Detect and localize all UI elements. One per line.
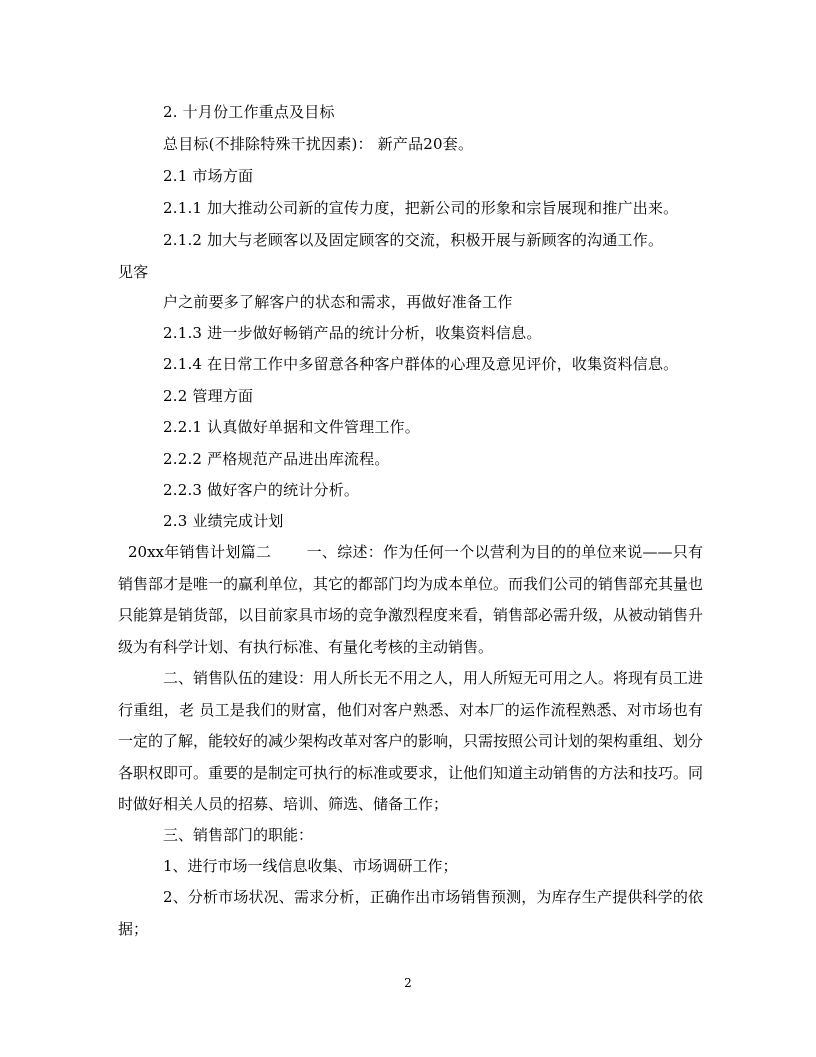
item-2-1-2-wrap: 见客	[118, 263, 149, 281]
item-2-2-3: 2.2.3 做好客户的统计分析。	[163, 481, 360, 499]
paragraph-sales-team: 二、销售队伍的建设：用人所长无不用之人，用人所短无可用之人。将现有员工进行重组，老 员工是我们的财富，他们对客户熟悉、对本厂的运作流程熟悉、对市场也有一定的了解，能较好的减少架构改革对客户的影响，只需按照公司计划的架构重组、划分各职权即可。重要的是制定可执行的标准或要求，让他们知道主动销售的方法和技巧。同时做好相关人员的招募、培训、筛选、储备工作；	[118, 669, 704, 813]
paragraph-duty-2: 2、分析市场状况、需求分析，正确作出市场销售预测，为库存生产提供科学的依据；	[118, 888, 703, 938]
item-2-2-1: 2.2.1 认真做好单据和文件管理工作。	[163, 418, 420, 436]
item-2-1-2-continued: 户之前要多了解客户的状态和需求，再做好准备工作	[163, 293, 513, 311]
subheading-performance-plan: 2.3 业绩完成计划	[163, 512, 284, 530]
subheading-market: 2.1 市场方面	[163, 167, 254, 185]
item-2-1-4: 2.1.4 在日常工作中多留意各种客户群体的心理及意见评价，收集资料信息。	[163, 355, 679, 373]
item-2-1-2: 2.1.2 加大与老顾客以及固定顾客的交流，积极开展与新顾客的沟通工作。	[163, 231, 664, 249]
page-number: 2	[404, 976, 412, 990]
item-2-1-3: 2.1.3 进一步做好畅销产品的统计分析，收集资料信息。	[163, 324, 542, 342]
overall-goal: 总目标(不排除特殊干扰因素)： 新产品20套。	[163, 135, 474, 153]
paragraph-overview: 20xx年销售计划篇二 一、综述：作为任何一个以营利为目的的单位来说——只有销售部才是唯一的赢利单位，其它的都部门均为成本单位。而我们公司的销售部充其量也只能算是销货部，以目前家具市场的竞争激烈程度来看，销售部必需升级，从被动销售升级为有科学计划、有执行标准、有量化考核的主动销售。	[118, 543, 704, 656]
item-2-1-1: 2.1.1 加大推动公司新的宣传力度，把新公司的形象和宗旨展现和推广出来。	[163, 199, 679, 217]
paragraph-duty-1: 1、进行市场一线信息收集、市场调研工作；	[163, 857, 458, 875]
subheading-management: 2.2 管理方面	[163, 387, 254, 405]
section-heading-october: 2. 十月份工作重点及目标	[163, 103, 335, 121]
item-2-2-2: 2.2.2 严格规范产品进出库流程。	[163, 450, 390, 468]
paragraph-department-duties-heading: 三、销售部门的职能：	[163, 826, 314, 844]
